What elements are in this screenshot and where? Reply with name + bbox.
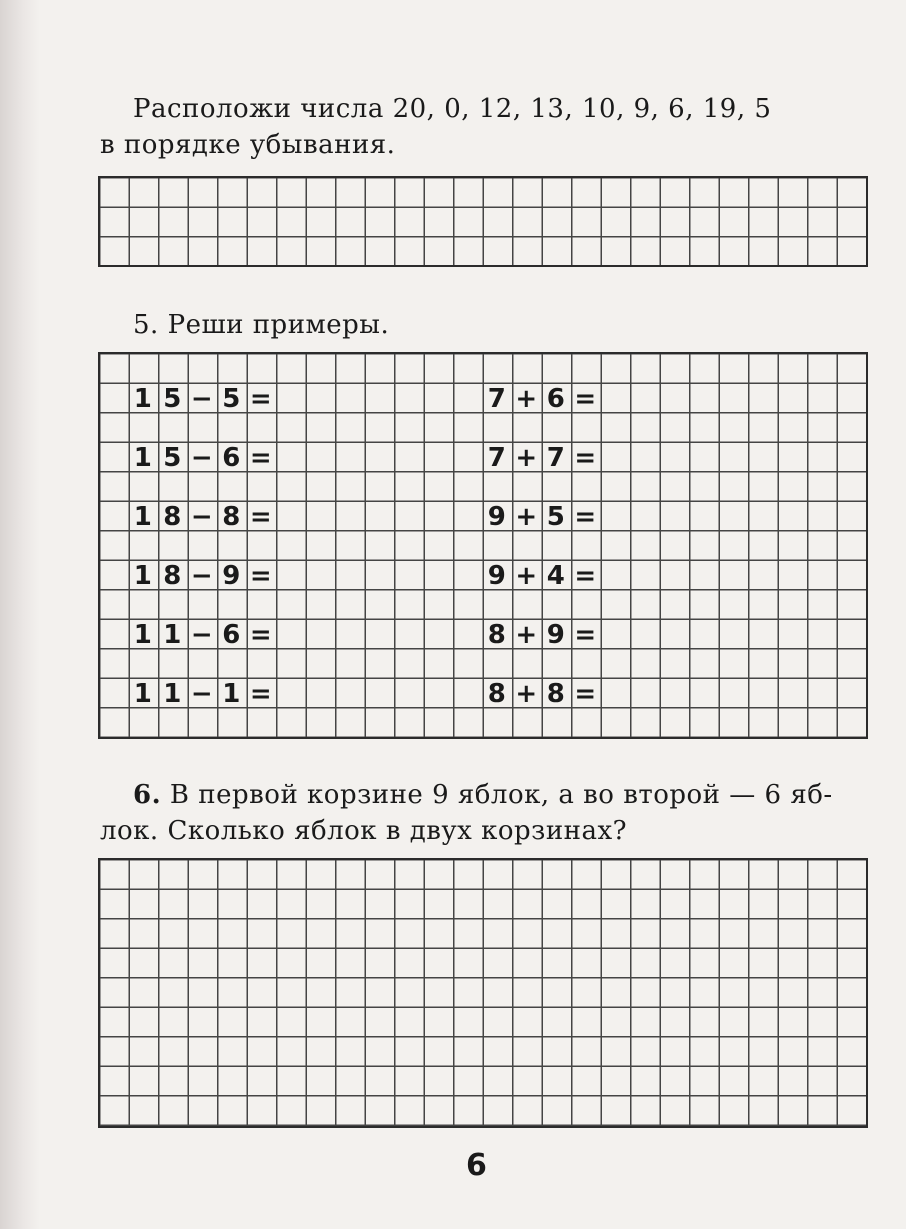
left-example: 1 1 − 1 = [133,679,272,709]
right-example: 9 + 5 = [487,502,597,532]
page-edge [0,0,40,1229]
task6-line2: лок. Сколько яблок в двух корзинах? [100,816,628,846]
left-example: 1 8 − 8 = [133,502,272,532]
left-example: 1 5 − 6 = [133,443,272,473]
task4-line1: Расположи числа 20, 0, 12, 13, 10, 9, 6, 19, 5 [133,94,772,124]
answer-grid-task4[interactable] [98,176,868,267]
left-example: 1 5 − 5 = [133,384,272,414]
right-example: 7 + 6 = [487,384,597,414]
right-example: 7 + 7 = [487,443,597,473]
task6-text-line1: В первой корзине 9 яблок, а во второй — 6 яб- [169,780,833,810]
task6-number: 6. [133,780,162,810]
answer-grid-task6[interactable] [98,858,868,1128]
right-example: 8 + 9 = [487,620,597,650]
page-number: 6 [466,1148,487,1183]
task6-line1 [133,778,833,812]
task4-line2: в порядке убывания. [100,130,396,160]
left-example: 1 8 − 9 = [133,561,272,591]
left-example: 1 1 − 6 = [133,620,272,650]
task5-title: 5. Реши примеры. [133,310,390,340]
right-example: 8 + 8 = [487,679,597,709]
right-example: 9 + 4 = [487,561,597,591]
